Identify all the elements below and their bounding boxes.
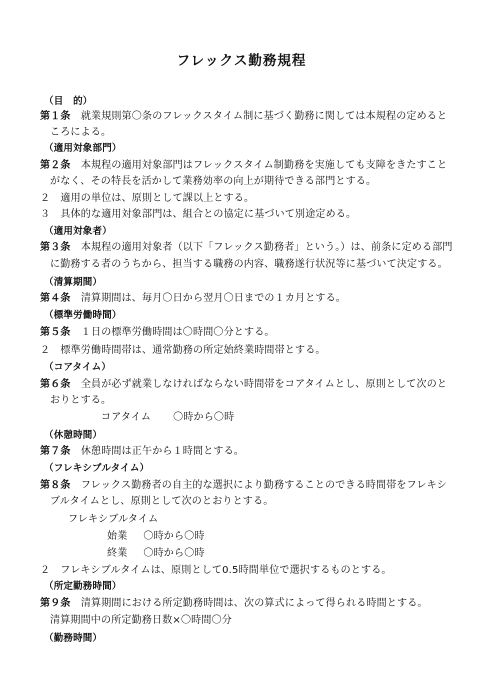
article-6-text: 全員が必ず就業しなければならない時間帯をコアタイムとし、原則として次のと — [80, 379, 448, 390]
start-time-label: 始業 — [107, 531, 128, 542]
article-2-line-2: がなく、その特長を活かして業務効率の向上が期待できる部門とする。 — [50, 176, 377, 187]
flexible-time-label: フレキシブルタイム — [68, 514, 159, 525]
end-time-label: 終業 — [107, 548, 128, 559]
section-heading-standard-hours: （標準労働時間） — [44, 310, 122, 321]
article-4-number: 第４条 — [40, 293, 71, 304]
section-heading-prescribed-hours: （所定勤務時間） — [44, 581, 122, 592]
document-title: フレックス勤務規程 — [176, 53, 307, 69]
article-8-item-2 — [40, 564, 392, 578]
article-7-text: 休憩時間は正午から１時間とする。 — [80, 446, 245, 457]
article-4-line-1 — [40, 292, 346, 306]
article-2-item-3 — [40, 208, 356, 222]
section-heading-target-persons: （適用対象者） — [44, 226, 112, 237]
article-1-line-2: ころによる。 — [50, 127, 112, 138]
section-heading-target-department: （適用対象部門） — [44, 143, 122, 154]
end-time-value: 〇時から〇時 — [143, 548, 205, 559]
article-2-number: 第２条 — [40, 160, 71, 171]
article-2-item-3-text: 具体的な適用対象部門は、組合との協定に基づいて別途定める。 — [60, 209, 357, 220]
article-2-text: 本規程の適用対象部門はフレックスタイム制勤務を実施しても支障をきたすこと — [80, 160, 448, 171]
article-2-item-3-number: ３ — [40, 209, 51, 220]
article-2-item-2-text: 適用の単位は、原則として課以上とする。 — [60, 193, 255, 204]
start-time-row — [107, 530, 205, 544]
article-8-item-2-text: フレキシブルタイムは、原則として0.5時間単位で選択するものとする。 — [60, 565, 392, 576]
article-5-item-2 — [40, 344, 326, 358]
article-1-line-1 — [40, 110, 447, 124]
section-heading-settlement-period: （清算期間） — [44, 277, 103, 288]
article-3-line-1 — [40, 241, 453, 255]
article-2-item-2-number: ２ — [40, 193, 51, 204]
article-3-number: 第３条 — [40, 242, 71, 253]
section-heading-core-time: （コアタイム） — [44, 362, 112, 373]
start-time-value: 〇時から〇時 — [143, 531, 205, 542]
article-5-item-2-number: ２ — [40, 345, 51, 356]
core-time-row — [101, 411, 234, 425]
article-6-number: 第６条 — [40, 379, 71, 390]
article-3-text: 本規程の適用対象者（以下「フレックス勤務者」という。）は、前条に定める部門 — [80, 242, 453, 253]
article-6-line-2: おりとする。 — [50, 395, 112, 406]
article-8-text: フレックス勤務者の自主的な選択により勤務することのできる時間帯をフレキシ — [80, 480, 447, 491]
article-1-number: 第１条 — [40, 111, 71, 122]
article-6-line-1 — [40, 378, 447, 392]
article-3-line-2: に勤務する者のうちから、担当する職務の内容、職務遂行状況等に基づいて決定する。 — [50, 259, 448, 270]
article-5-text: １日の標準労働時間は〇時間〇分とする。 — [80, 327, 275, 338]
section-heading-break-time: （休憩時間） — [44, 430, 103, 441]
article-8-line-1 — [40, 479, 447, 493]
article-9-number: 第９条 — [40, 598, 71, 609]
article-4-text: 清算期間は、毎月〇日から翌月〇日までの１カ月とする。 — [80, 293, 347, 304]
article-5-item-2-text: 標準労働時間帯は、通常勤務の所定始終業時間帯とする。 — [60, 345, 326, 356]
section-heading-flexible-time: （フレキシブルタイム） — [44, 463, 150, 474]
article-8-line-2: ブルタイムとし、原則として次のとおりとする。 — [50, 496, 274, 507]
article-2-item-2 — [40, 192, 254, 206]
section-heading-purpose: （目 的） — [44, 96, 93, 107]
article-9-text: 清算期間における所定勤務時間は、次の算式によって得られる時間とする。 — [80, 598, 428, 609]
article-8-item-2-number: ２ — [40, 565, 51, 576]
section-heading-working-hours: （勤務時間） — [44, 633, 103, 644]
article-5-number: 第５条 — [40, 327, 71, 338]
article-1-text: 就業規則第〇条のフレックスタイム制に基づく勤務に関しては本規程の定めると — [80, 111, 448, 122]
article-5-line-1 — [40, 326, 275, 340]
article-7-number: 第７条 — [40, 446, 71, 457]
core-time-label: コアタイム — [101, 412, 152, 423]
core-time-value: 〇時から〇時 — [173, 412, 235, 423]
article-8-number: 第８条 — [40, 480, 71, 491]
article-9-line-1 — [40, 597, 428, 611]
article-9-formula: 清算期間中の所定勤務日数×〇時間〇分 — [50, 615, 232, 626]
end-time-row — [107, 547, 205, 561]
article-7-line-1 — [40, 445, 244, 459]
article-2-line-1 — [40, 159, 447, 173]
